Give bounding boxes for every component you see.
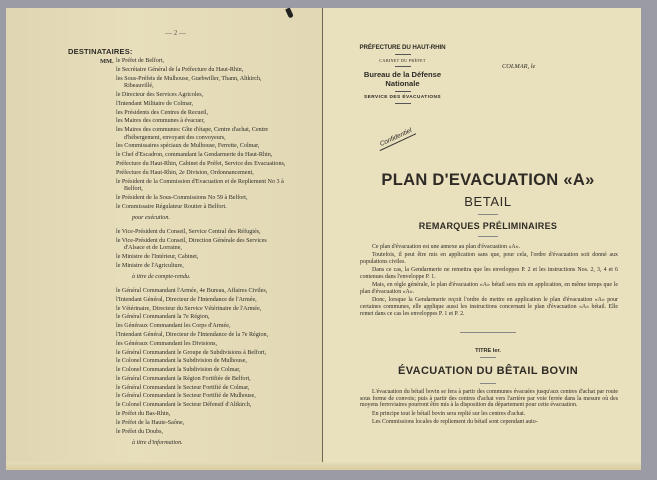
recipient-line: Préfecture du Haut-Rhin, Cabinet du Préfet, Service des Evacuations, [116,161,286,167]
recipient-line: l'Intendant Militaire de Colmar, [116,100,194,107]
page-number: — 2 — [165,29,186,37]
book-spine [322,8,323,470]
letterhead-service: SERVICE DES ÉVACUATIONS [364,95,441,100]
recipients-compte-rendu-group [116,229,286,271]
titre-heading: ÉVACUATION DU BÊTAIL BOVIN [397,365,579,377]
recipient-line: le Général Commandant le Secteur Fortifié de Mulhouse, [116,393,256,400]
recipient-line: les Commissaires spéciaux de Mulhouse, Ferrette, Colmar, [116,143,260,150]
recipient-line: l'Intendant Général, Directeur de l'Intendance de l'Armée, [116,296,257,303]
document-title: PLAN D'EVACUATION «A» [381,171,595,189]
recipient-line: les Généraux Commandant les Divisions, [116,340,218,347]
confidential-stamp: Confidentiel [376,125,417,151]
recipient-line: le Colonel Commandant le Secteur Défensif d'Altkirch, [116,402,252,409]
note-information: à titre d'information. [132,440,183,447]
letterhead [355,44,450,107]
recipient-line: le Préfet de la Haute-Saône, [116,419,185,426]
recipient-line: les Maires des communes à évacuer, [116,118,205,125]
recipient-line: les Généraux Commandant les Corps d'Armée, [116,323,231,330]
recipient-line: le Vice-Président du Conseil, Direction Générale des Services d'Alsace et de Lorraine, [116,237,267,252]
recipients-execution-group [116,58,286,211]
page-bottom-edge [6,462,641,470]
paragraph: Mais, en règle générale, le plan d'évacuation «A» bétail sera mis en application, en même temps que le plan d'évacuation «A». [360,282,618,295]
salutation: MM. [100,58,114,65]
recipient-line: le Général Commandant la 7e Région, [116,314,210,321]
recipient-line: le Préfet du Doubs, [116,428,164,435]
paragraph: L'évacuation du bétail bovin se fera à partir des communes évacuées jusqu'aux centres d'achat par route sous forme de convois; puis à partir des centres d'achat vers l'arrière par voie ferrée dans la mesure où des moyens ferroviaires pourront être mis à la disposition du département pour cette évacuation. [360,389,618,409]
recipient-line: le Préfet de Belfort, [116,58,165,64]
recipients-information-group [116,288,286,436]
divider [478,214,498,215]
titre-body [360,389,618,427]
place-date: COLMAR, le [502,63,536,70]
divider [478,236,498,237]
recipient-line: le Président de la Sous-Commissions No 59 à Belfort, [116,194,248,201]
recipient-line: le Général Commandant le Secteur Fortifié de Colmar, [116,384,250,391]
recipient-line: le Général Commandant le Groupe de Subdivisions à Belfort, [116,349,267,356]
recipient-line: le Colonel Commandant la Subdivision de Mulhouse, [116,358,247,365]
recipients-heading: DESTINATAIRES: [68,47,133,56]
paragraph: En principe tout le bétail bovin sera replié sur les centres d'achat. [372,410,526,417]
recipient-line: l'Intendant Général, Directeur de l'Intendance de la 7e Région, [116,331,269,338]
note-compte-rendu: à titre de compte-rendu. [132,274,191,281]
recipient-line: le Général Commandant l'Armée, 4e Bureau, Affaires Civiles, [116,288,268,295]
recipient-line: le Président de la Commission d'Evacuation et de Repliement No 3 à Belfort, [116,178,284,193]
document-subtitle: BETAIL [464,194,512,209]
divider [460,332,516,333]
recipient-line: Préfecture du Haut-Rhin, 2e Division, Ordonnancement, [116,169,254,176]
recipient-line: le Ministre de l'Agriculture, [116,262,184,269]
recipient-line: le Chef d'Escadron, commandant la Gendarmerie du Haut-Rhin, [116,152,273,159]
divider [395,54,411,55]
recipient-line: le Ministre de l'Intérieur, Cabinet, [116,254,199,261]
divider [395,91,411,92]
divider [395,66,411,67]
paragraph: Les Commissions locales de repliement du bétail sont cependant auto- [372,418,538,425]
divider [480,383,496,384]
letterhead-prefecture: PRÉFECTURE DU HAUT-RHIN [359,44,446,51]
paragraph: Donc, lorsque la Gendarmerie reçoit l'ordre de mettre en application le plan d'évacuation «A» pour certaines communes, elle applique aussi les instructions concernant le plan d'évacuation «A» bétail. Elle remet dans ce cas les enveloppes P. 1 et P. 2. [360,297,618,317]
recipient-line: le Secrétaire Général de la Préfecture du Haut-Rhin, [116,66,244,73]
note-execution: pour exécution. [132,215,170,222]
divider [395,103,411,104]
recipient-line: le Commissaire Régulateur Routier à Belfort. [116,203,227,210]
divider [480,357,496,358]
recipient-line: le Vétérinaire, Directeur du Service Vétérinaire de l'Armée, [116,305,262,312]
recipient-line: le Vice-Président du Conseil, Service Central des Réfugiés, [116,228,261,235]
letterhead-cabinet: CABINET DU PRÉFET [379,58,426,63]
preliminary-remarks [360,244,618,319]
recipient-line: le Colonel Commandant la Subdivision de Colmar, [116,367,241,374]
recipient-line: le Préfet du Bas-Rhin, [116,410,171,417]
recipient-line: les Sous-Préfets de Mulhouse, Guebwiller, Thann, Altkirch, Ribeauvillé, [116,75,262,90]
recipients-list [116,58,286,454]
section-heading: REMARQUES PRÉLIMINAIRES [418,221,558,231]
recipient-line: le Général Commandant la Région Fortifiée de Belfort, [116,375,251,382]
paragraph: Ce plan d'évacuation est une annexe au plan d'évacuation «A». [372,244,521,250]
titre-label: TITRE Ier. [475,348,501,354]
paragraph: Dans ce cas, la Gendarmerie ne remettra que les enveloppes P. 2 et les instructions Nos. 2, 3, 4 et 6 contenues dans l'enveloppe P. 1. [360,267,618,280]
letterhead-bureau: Bureau de la Défense Nationale [363,70,442,88]
paragraph: Toutefois, il peut être mis en application sans que, pour cela, l'ordre d'évacuation soit donné aux populations civiles. [360,252,618,265]
recipient-line: le Directeur des Services Agricoles, [116,91,204,98]
recipient-line: les Présidents des Centres de Recueil, [116,109,209,116]
recipient-line: les Maires des communes: Gîte d'étape, Centre d'achat, Centre d'hébergement, envoyant des convoyeurs, [116,127,269,141]
